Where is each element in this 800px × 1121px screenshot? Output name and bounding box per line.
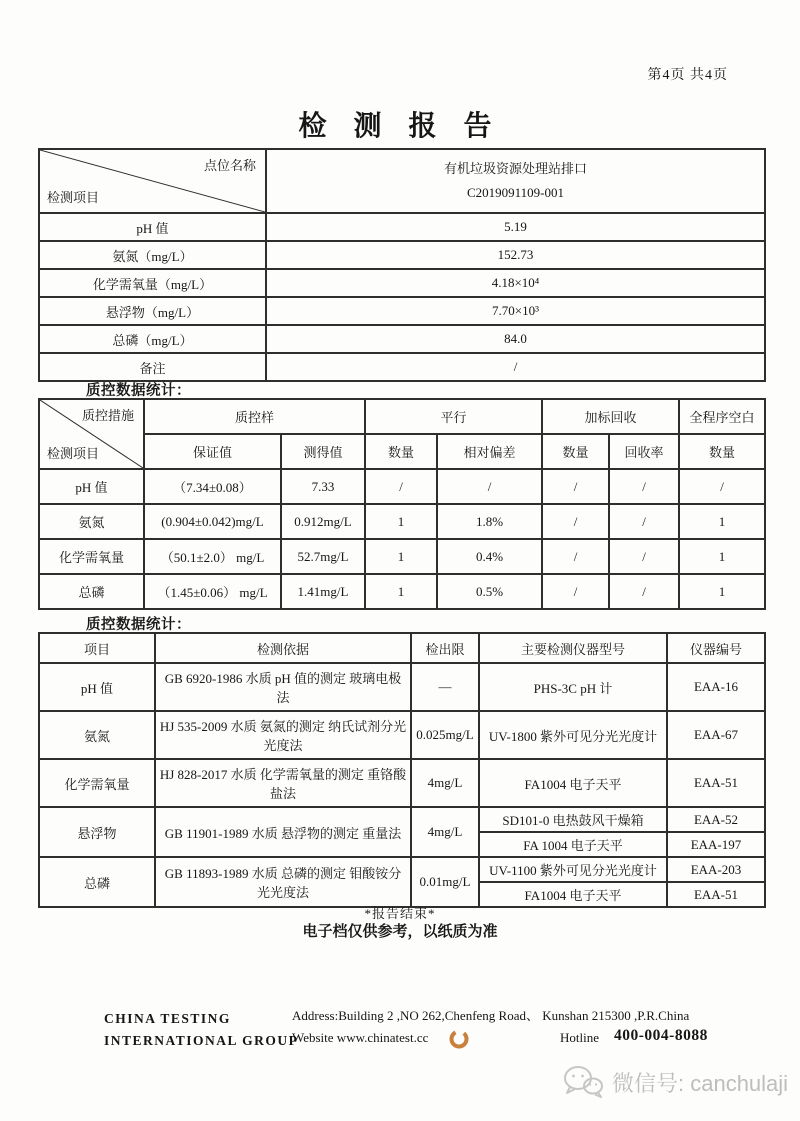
diagonal-header-cell <box>39 399 144 469</box>
corner-label-test-item: 检测项目 <box>47 190 100 205</box>
sub-header: 数量 <box>542 434 609 469</box>
table-row <box>39 711 765 759</box>
wechat-watermark <box>562 1064 788 1100</box>
instrument-code: EAA-203 <box>667 857 765 882</box>
sample-code: C2019091109-001 <box>466 185 565 200</box>
table-row <box>39 353 765 381</box>
method-basis: GB 11901-1989 水质 悬浮物的测定 重量法 <box>155 807 411 857</box>
hotline-label: Hotline <box>560 1030 599 1046</box>
table-row <box>39 759 765 807</box>
table-row <box>39 857 765 882</box>
method-item: 悬浮物 <box>39 807 155 857</box>
row-value: 84.0 <box>266 325 765 353</box>
qc-cell: / <box>542 574 609 609</box>
instrument-code: EAA-197 <box>667 832 765 857</box>
row-value: 5.19 <box>266 213 765 241</box>
qc-cell: / <box>542 539 609 574</box>
instrument-model: UV-1100 紫外可见分光光度计 <box>479 857 667 882</box>
qc-cell: （50.1±2.0） mg/L <box>144 539 281 574</box>
qc-cell: 1.8% <box>437 504 542 539</box>
sub-header: 数量 <box>679 434 765 469</box>
qc-item: 总磷 <box>39 574 144 609</box>
address-text: Address:Building 2 ,NO 262,Chenfeng Road、 Kunshan 215300 ,P.R.China <box>292 1008 690 1023</box>
qc-cell: / <box>609 469 679 504</box>
instrument-code: EAA-51 <box>667 882 765 907</box>
website-text: Website www.chinatest.cc <box>292 1030 429 1046</box>
qc-cell: （1.45±0.06） mg/L <box>144 574 281 609</box>
sample-name: 有机垃圾资源处理站排口 <box>443 160 587 176</box>
qc-item: 氨氮 <box>39 504 144 539</box>
table-row <box>39 325 765 353</box>
sub-header: 保证值 <box>144 434 281 469</box>
qc-statistics-table <box>38 398 766 610</box>
method-item: 总磷 <box>39 857 155 907</box>
method-item: pH 值 <box>39 663 155 711</box>
group-header-blank: 全程序空白 <box>679 399 765 434</box>
detection-limit: 4mg/L <box>411 807 479 857</box>
instrument-model: SD101-0 电热鼓风干燥箱 <box>479 807 667 832</box>
table-row <box>39 574 765 609</box>
table-row <box>39 213 765 241</box>
row-value: 4.18×10⁴ <box>266 269 765 297</box>
method-instrument-table <box>38 632 766 908</box>
qc-cell: （7.34±0.08） <box>144 469 281 504</box>
corner-label-test-item: 检测项目 <box>47 446 100 461</box>
instrument-model: FA1004 电子天平 <box>479 759 667 807</box>
company-brand <box>104 1008 298 1051</box>
qc-cell: / <box>609 574 679 609</box>
qc-cell: / <box>542 469 609 504</box>
sample-name-cell <box>266 149 765 213</box>
detection-limit: 0.025mg/L <box>411 711 479 759</box>
detection-limit: 4mg/L <box>411 759 479 807</box>
corner-label-point-name: 点位名称 <box>203 158 256 173</box>
table-row <box>39 297 765 325</box>
column-header: 检测依据 <box>155 633 411 663</box>
group-header-parallel: 平行 <box>365 399 542 434</box>
row-value: / <box>266 353 765 381</box>
sub-header: 相对偏差 <box>437 434 542 469</box>
company-logo-icon <box>448 1028 470 1050</box>
column-header: 主要检测仪器型号 <box>479 633 667 663</box>
group-header-spike-recovery: 加标回收 <box>542 399 679 434</box>
sub-header: 测得值 <box>281 434 365 469</box>
method-basis: HJ 535-2009 水质 氨氮的测定 纳氏试剂分光光度法 <box>155 711 411 759</box>
table-row <box>39 539 765 574</box>
method-basis: GB 6920-1986 水质 pH 值的测定 玻璃电极法 <box>155 663 411 711</box>
table-row <box>39 807 765 832</box>
table-row <box>39 504 765 539</box>
qc-item: pH 值 <box>39 469 144 504</box>
corner-label-qc-measure: 质控措施 <box>81 408 134 423</box>
column-header: 检出限 <box>411 633 479 663</box>
qc-cell: / <box>609 539 679 574</box>
detection-limit: — <box>411 663 479 711</box>
brand-line2: INTERNATIONAL GROUP <box>104 1032 299 1048</box>
qc-cell: / <box>365 469 437 504</box>
hotline-number: 400-004-8088 <box>614 1027 708 1045</box>
sub-header: 数量 <box>365 434 437 469</box>
detection-limit: 0.01mg/L <box>411 857 479 907</box>
qc-cell: 0.5% <box>437 574 542 609</box>
row-value: 7.70×10³ <box>266 297 765 325</box>
qc-cell: 0.4% <box>437 539 542 574</box>
group-header-qc-sample: 质控样 <box>144 399 365 434</box>
sample-results-table <box>38 148 766 382</box>
method-basis: GB 11893-1989 水质 总磷的测定 钼酸铵分光光度法 <box>155 857 411 907</box>
qc-cell: 1 <box>365 574 437 609</box>
page-indicator: 第4页 共4页 <box>647 68 728 83</box>
instrument-code: EAA-52 <box>667 807 765 832</box>
row-label: 化学需氧量（mg/L） <box>39 269 266 297</box>
row-value: 152.73 <box>266 241 765 269</box>
qc-cell: 1 <box>365 504 437 539</box>
sub-header: 回收率 <box>609 434 679 469</box>
qc-cell: (0.904±0.042)mg/L <box>144 504 281 539</box>
row-label: 备注 <box>39 353 266 381</box>
brand-line1: CHINA TESTING <box>104 1011 231 1026</box>
row-label: 总磷（mg/L） <box>39 325 266 353</box>
row-label: 悬浮物（mg/L） <box>39 297 266 325</box>
table-row <box>39 241 765 269</box>
wechat-icon <box>562 1064 604 1100</box>
column-header: 仪器编号 <box>667 633 765 663</box>
qc-cell: 7.33 <box>281 469 365 504</box>
row-label: pH 值 <box>39 213 266 241</box>
column-header: 项目 <box>39 633 155 663</box>
footer-contact-block <box>292 1006 712 1050</box>
report-end-marker: *报告结束* <box>364 906 436 921</box>
instrument-model: FA1004 电子天平 <box>479 882 667 907</box>
instrument-model: FA 1004 电子天平 <box>479 832 667 857</box>
instrument-model: PHS-3C pH 计 <box>479 663 667 711</box>
qc-item: 化学需氧量 <box>39 539 144 574</box>
qc-cell: / <box>437 469 542 504</box>
qc-cell: 0.912mg/L <box>281 504 365 539</box>
row-label: 氨氮（mg/L） <box>39 241 266 269</box>
qc-cell: 1.41mg/L <box>281 574 365 609</box>
method-basis: HJ 828-2017 水质 化学需氧量的测定 重铬酸盐法 <box>155 759 411 807</box>
instrument-model: UV-1800 紫外可见分光光度计 <box>479 711 667 759</box>
qc-cell: / <box>679 469 765 504</box>
qc-section-title: 质控数据统计： <box>86 383 191 399</box>
qc-cell: 1 <box>679 574 765 609</box>
qc-cell: 1 <box>365 539 437 574</box>
instrument-code: EAA-67 <box>667 711 765 759</box>
table-row <box>39 469 765 504</box>
electronic-copy-notice: 电子档仅供参考，以纸质为准 <box>302 923 498 940</box>
qc-cell: / <box>609 504 679 539</box>
page-title: 检 测 报 告 <box>298 111 502 142</box>
method-item: 化学需氧量 <box>39 759 155 807</box>
qc-cell: / <box>542 504 609 539</box>
method-item: 氨氮 <box>39 711 155 759</box>
table-row <box>39 269 765 297</box>
table-row <box>39 663 765 711</box>
qc-cell: 1 <box>679 539 765 574</box>
method-section-title: 质控数据统计： <box>86 617 191 633</box>
instrument-code: EAA-51 <box>667 759 765 807</box>
diagonal-header-cell <box>39 149 266 213</box>
qc-cell: 1 <box>679 504 765 539</box>
instrument-code: EAA-16 <box>667 663 765 711</box>
wechat-id-text: 微信号: canchulaji <box>612 1070 789 1096</box>
qc-cell: 52.7mg/L <box>281 539 365 574</box>
